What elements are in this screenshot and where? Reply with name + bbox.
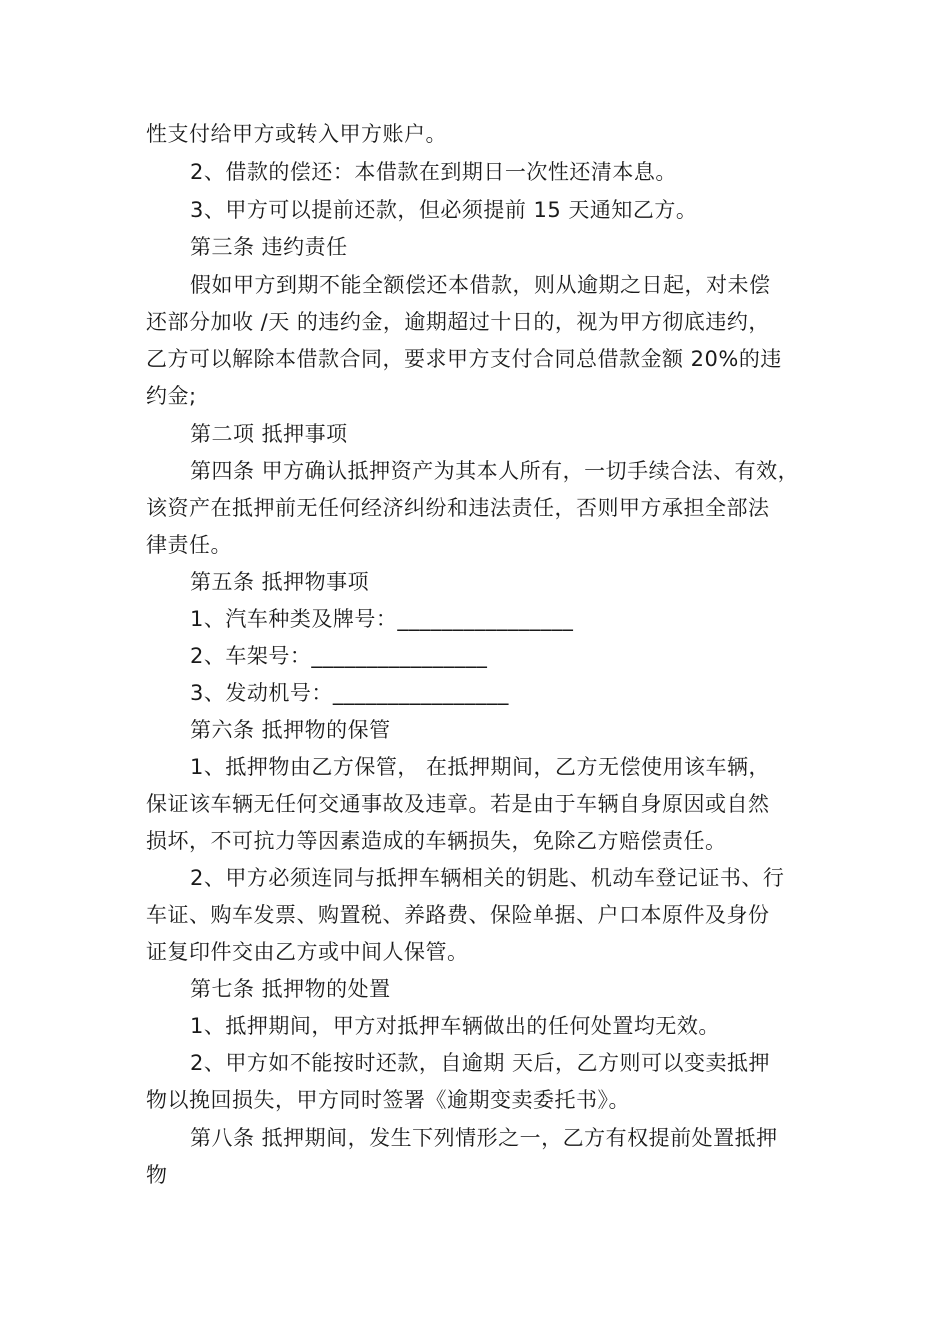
section-heading: 第五条 抵押物事项 [190, 570, 370, 594]
text-line: 3、甲方可以提前还款，但必须提前 15 天通知乙方。 [190, 198, 698, 222]
text-line: 1、抵押期间，甲方对抵押车辆做出的任何处置均无效。 [190, 1014, 720, 1038]
text-line: 假如甲方到期不能全额偿还本借款，则从逾期之日起，对未偿 [190, 273, 771, 297]
text-line: 乙方可以解除本借款合同，要求甲方支付合同总借款金额 20%的违 [146, 347, 782, 371]
text-line: 该资产在抵押前无任何经济纠纷和违法责任，否则甲方承担全部法 [146, 496, 770, 520]
text-line: 律责任。 [146, 533, 232, 557]
text-line: 第八条 抵押期间，发生下列情形之一，乙方有权提前处置抵押 [190, 1126, 778, 1150]
form-field-line: 1、汽车种类及牌号：________________ [190, 607, 574, 631]
text-line: 2、甲方如不能按时还款，自逾期 天后，乙方则可以变卖抵押 [190, 1051, 771, 1075]
text-line: 证复印件交由乙方或中间人保管。 [146, 940, 469, 964]
text-line: 第四条 甲方确认抵押资产为其本人所有，一切手续合法、有效， [190, 459, 800, 483]
text-line: 2、甲方必须连同与抵押车辆相关的钥匙、机动车登记证书、行 [190, 866, 785, 890]
text-line: 保证该车辆无任何交通事故及违章。若是由于车辆自身原因或自然 [146, 792, 770, 816]
form-field-line: 2、车架号：________________ [190, 644, 488, 668]
section-heading: 第七条 抵押物的处置 [190, 977, 391, 1001]
form-field-line: 3、发动机号：________________ [190, 681, 509, 705]
text-line: 2、借款的偿还：本借款在到期日一次性还清本息。 [190, 160, 677, 184]
text-line: 物以挽回损失，甲方同时签署《逾期变卖委托书》。 [146, 1088, 630, 1112]
text-line: 还部分加收 /天 的违约金，逾期超过十日的，视为甲方彻底违约， [146, 310, 770, 334]
section-heading: 第二项 抵押事项 [190, 422, 348, 446]
section-heading: 第三条 违约责任 [190, 235, 348, 259]
text-line: 物 [146, 1163, 168, 1187]
text-line: 性支付给甲方或转入甲方账户。 [146, 122, 447, 146]
section-heading: 第六条 抵押物的保管 [190, 718, 391, 742]
text-line: 车证、购车发票、购置税、养路费、保险单据、户口本原件及身份 [146, 903, 770, 927]
text-line: 1、抵押物由乙方保管， 在抵押期间，乙方无偿使用该车辆， [190, 755, 771, 779]
text-line: 损坏，不可抗力等因素造成的车辆损失，免除乙方赔偿责任。 [146, 829, 727, 853]
text-line: 约金; [146, 384, 197, 408]
